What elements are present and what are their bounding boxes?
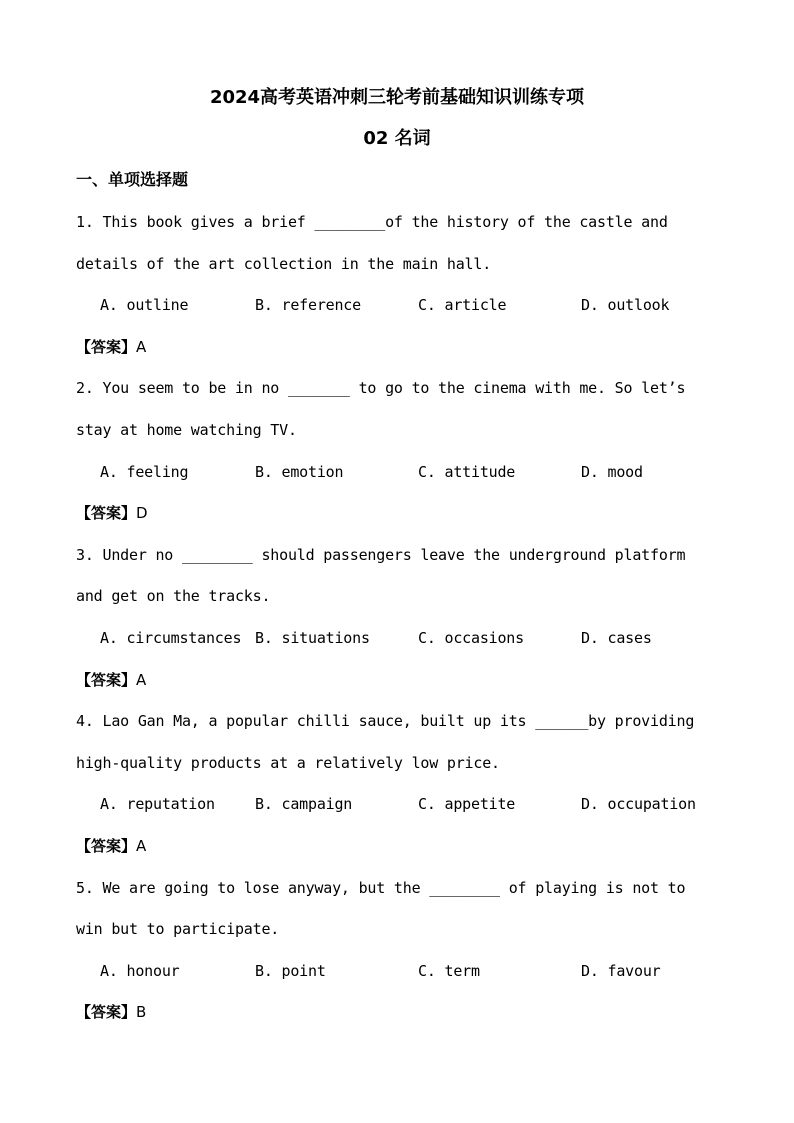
question-stem-line: win but to participate.	[76, 920, 280, 938]
answer-line	[76, 835, 146, 857]
answer-line	[76, 502, 148, 524]
option-d: D. occupation	[581, 795, 696, 813]
option-b: B. point	[255, 962, 326, 980]
question-stem-line: 3. Under no ________ should passengers leave the underground platform	[76, 546, 686, 564]
option-d: D. favour	[581, 962, 661, 980]
option-b: B. situations	[255, 629, 370, 647]
question-stem-line: details of the art collection in the main hall.	[76, 255, 492, 273]
answer-tag: 【答案】	[76, 671, 137, 689]
option-d: D. cases	[581, 629, 652, 647]
option-c: C. appetite	[418, 795, 516, 813]
option-d: D. outlook	[581, 296, 670, 314]
option-c: C. article	[418, 296, 507, 314]
answer-value: D	[136, 504, 148, 522]
option-b: B. reference	[255, 296, 361, 314]
answer-tag: 【答案】	[76, 338, 137, 356]
answer-value: B	[136, 1003, 147, 1021]
option-c: C. term	[418, 962, 480, 980]
answer-value: A	[136, 671, 147, 689]
option-b: B. campaign	[255, 795, 353, 813]
question-stem-line: 5. We are going to lose anyway, but the ________ of playing is not to	[76, 879, 686, 897]
document-subtitle: 02 名词	[363, 128, 431, 149]
question-stem-line: stay at home watching TV.	[76, 421, 297, 439]
answer-tag: 【答案】	[76, 504, 137, 522]
document-title: 2024高考英语冲刺三轮考前基础知识训练专项	[209, 87, 585, 108]
question-stem-line: high-quality products at a relatively low price.	[76, 754, 500, 772]
option-a: A. reputation	[100, 795, 215, 813]
answer-value: A	[136, 837, 147, 855]
answer-line	[76, 336, 146, 358]
option-a: A. feeling	[100, 463, 189, 481]
question-stem-line: 1. This book gives a brief ________of the history of the castle and	[76, 213, 668, 231]
option-d: D. mood	[581, 463, 643, 481]
option-a: A. honour	[100, 962, 180, 980]
answer-tag: 【答案】	[76, 837, 137, 855]
answer-value: A	[136, 338, 147, 356]
option-c: C. attitude	[418, 463, 516, 481]
question-stem-line: and get on the tracks.	[76, 587, 271, 605]
answer-line	[76, 669, 146, 691]
option-a: A. outline	[100, 296, 189, 314]
option-a: A. circumstances	[100, 629, 242, 647]
option-c: C. occasions	[418, 629, 524, 647]
question-stem-line: 2. You seem to be in no _______ to go to the cinema with me. So let’s	[76, 379, 686, 397]
answer-tag: 【答案】	[76, 1003, 137, 1021]
option-b: B. emotion	[255, 463, 344, 481]
question-stem-line: 4. Lao Gan Ma, a popular chilli sauce, built up its ______by providing	[76, 712, 695, 730]
answer-line	[76, 1001, 146, 1023]
section-heading: 一、单项选择题	[76, 170, 189, 189]
